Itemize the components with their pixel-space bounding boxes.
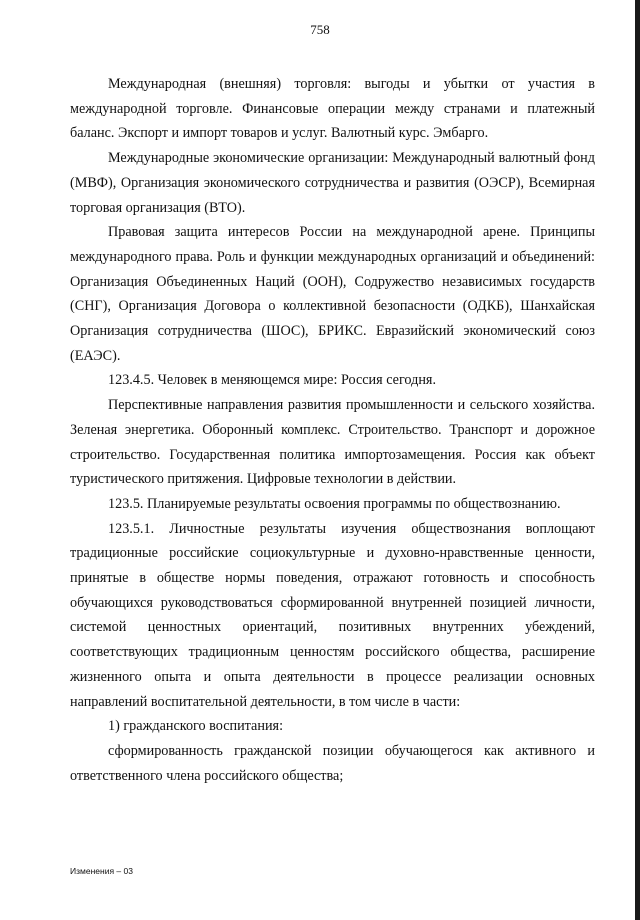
list-item-civic: 1) гражданского воспитания: — [108, 718, 284, 735]
paragraph-economic-orgs: Международные экономические организации: Международный валютный фонд (МВФ), Организация экономического сотрудничества и развития (ОЭСР), Всемирная торговая организация (ВТО). — [70, 150, 595, 216]
paragraph-personal-results: 123.5.1. Личностные результаты изучения обществознания воплощают традиционные российские социокультурные и духовно-нравственные ценности, принятые в обществе нормы поведения, отражают готовность и способность обучающихся руководствоваться сформированной внутренней позицией личности, системой ценностных ориентаций, позитивных внутренних убеждений, соответствующих традиционным ценностям российского общества, расширение жизненного опыта и опыта деятельности в процессе реализации основных направлений воспитательной деятельности, в том числе в части: — [70, 520, 595, 710]
section-heading-123-4-5: 123.4.5. Человек в меняющемся мире: Россия сегодня. — [108, 372, 437, 389]
page-number: 758 — [310, 22, 330, 37]
paragraph-trade: Международная (внешняя) торговля: выгоды и убытки от участия в международной торговле. Финансовые операции между странами и платежный баланс. Экспорт и импорт товаров и услуг. Валютный курс. Эмбарго. — [70, 76, 595, 142]
section-heading-123-5: 123.5. Планируемые результаты освоения программы по обществознанию. — [108, 495, 561, 512]
paragraph-civic-position: сформированность гражданской позиции обучающегося как активного и ответственного члена российского общества; — [70, 742, 595, 784]
document-body — [70, 72, 595, 788]
paragraph-development: Перспективные направления развития промышленности и сельского хозяйства. Зеленая энергетика. Оборонный комплекс. Строительство. Транспорт и дорожное строительство. Государственная политика импортозамещения. Россия как объект туристического притяжения. Цифровые технологии в действии. — [70, 397, 595, 488]
paragraph-legal-protection: Правовая защита интересов России на международной арене. Принципы международного права. Роль и функции международных организаций и объединений: Организация Объединенных Наций (ООН), Содружество независимых государств (СНГ), Организация Договора о коллективной безопасности (ОДКБ), Шанхайская Организация сотрудничества (ШОС), БРИКС. Евразийский экономический союз (ЕАЭС). — [70, 224, 595, 364]
footer-revision: Изменения – 03 — [70, 866, 133, 876]
scan-edge — [635, 0, 640, 920]
